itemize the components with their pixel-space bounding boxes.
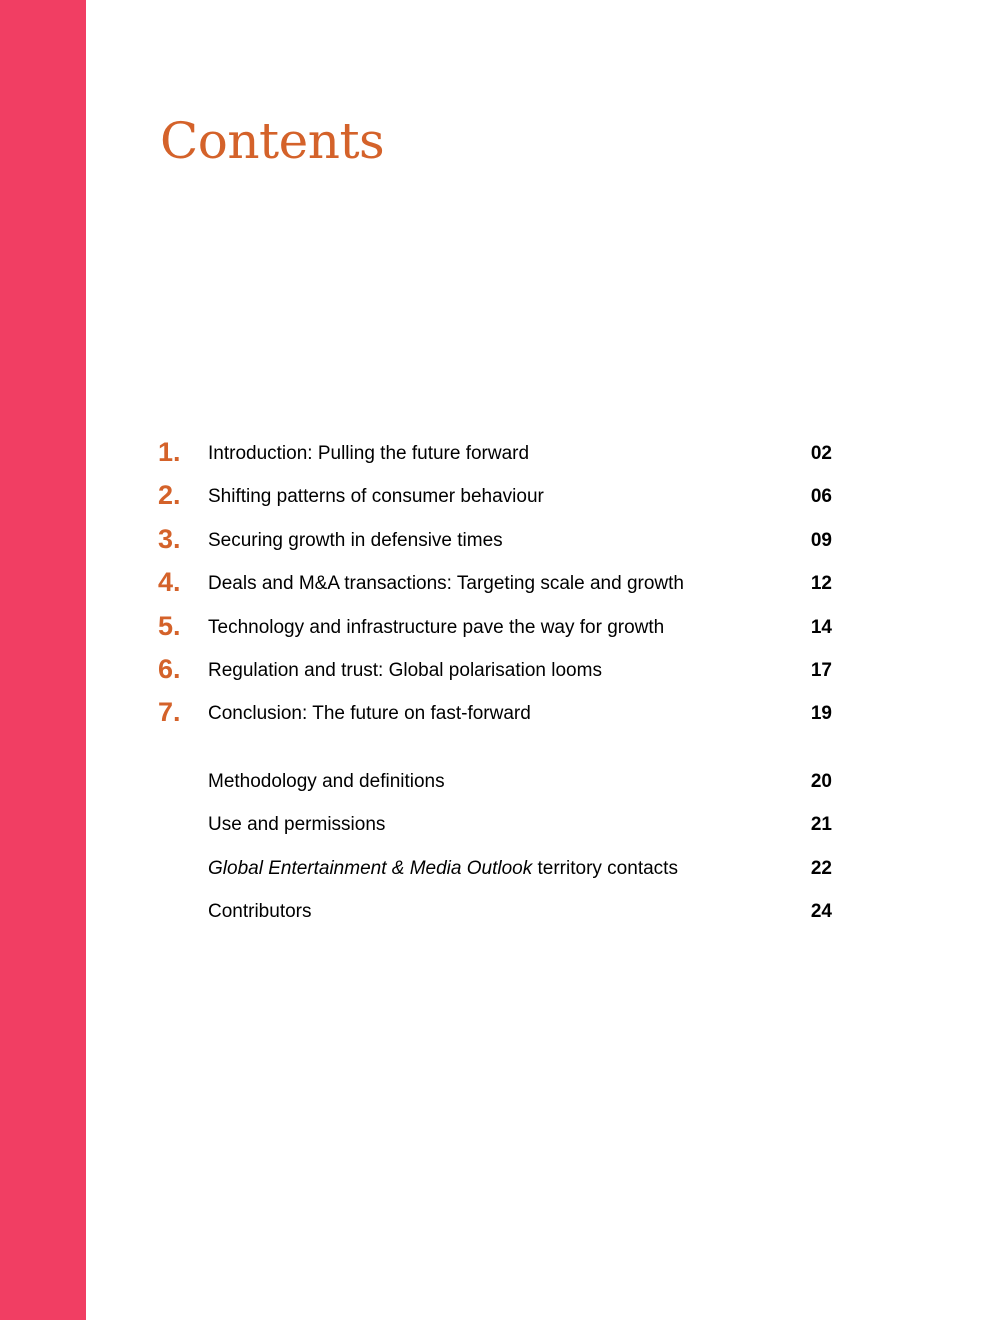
page-number: 06 — [810, 486, 832, 508]
chapter-number: 6. — [158, 653, 181, 684]
chapter-title: Regulation and trust: Global polarisation looms — [208, 659, 602, 681]
chapter-number: 4. — [158, 567, 181, 598]
chapter-number: 7. — [158, 697, 181, 728]
page-number: 17 — [810, 659, 832, 681]
chapter-title: Securing growth in defensive times — [208, 529, 503, 551]
toc-chapter-3[interactable] — [158, 520, 834, 563]
appendix-title — [208, 848, 678, 890]
toc-chapter-7[interactable] — [158, 693, 834, 736]
appendix-title: Contributors — [208, 900, 312, 922]
toc-chapter-2[interactable] — [158, 476, 834, 519]
side-accent-bar — [0, 0, 86, 1320]
page-number: 22 — [810, 857, 832, 879]
chapter-number: 1. — [158, 437, 181, 467]
page-title: Contents — [160, 112, 385, 170]
appendix-title-rest: territory contacts — [532, 857, 678, 879]
section-spacer — [158, 737, 834, 761]
chapter-title: Conclusion: The future on fast-forward — [208, 703, 531, 725]
page-number: 09 — [810, 529, 832, 551]
appendix-title: Use and permissions — [208, 814, 386, 836]
toc-chapter-6[interactable] — [158, 650, 834, 693]
toc-appendix-permissions[interactable] — [158, 804, 834, 847]
chapter-title: Introduction: Pulling the future forward — [208, 443, 530, 464]
toc-chapter-4[interactable] — [158, 563, 834, 606]
chapter-number: 3. — [158, 523, 181, 554]
page-number: 20 — [810, 770, 832, 792]
toc-appendix-contributors[interactable] — [158, 891, 834, 934]
toc-chapter-1[interactable] — [158, 433, 834, 476]
chapter-title: Shifting patterns of consumer behaviour — [208, 486, 544, 508]
page-number: 12 — [810, 573, 832, 595]
table-of-contents — [158, 433, 834, 934]
chapter-title: Deals and M&A transactions: Targeting scale and growth — [208, 573, 684, 595]
page-number: 19 — [810, 703, 832, 725]
chapter-number: 5. — [158, 610, 181, 641]
page-number: 14 — [810, 616, 832, 638]
toc-appendix-methodology[interactable] — [158, 761, 834, 804]
chapter-title: Technology and infrastructure pave the way for growth — [208, 616, 665, 638]
toc-chapter-5[interactable] — [158, 607, 834, 650]
page-number: 24 — [810, 900, 832, 922]
publication-name: Global Entertainment & Media Outlook — [208, 857, 533, 879]
chapter-number: 2. — [158, 480, 181, 511]
page-number: 02 — [810, 443, 832, 464]
toc-appendix-territory-contacts[interactable] — [158, 848, 834, 891]
appendix-title: Methodology and definitions — [208, 770, 445, 792]
page-number: 21 — [810, 814, 832, 836]
